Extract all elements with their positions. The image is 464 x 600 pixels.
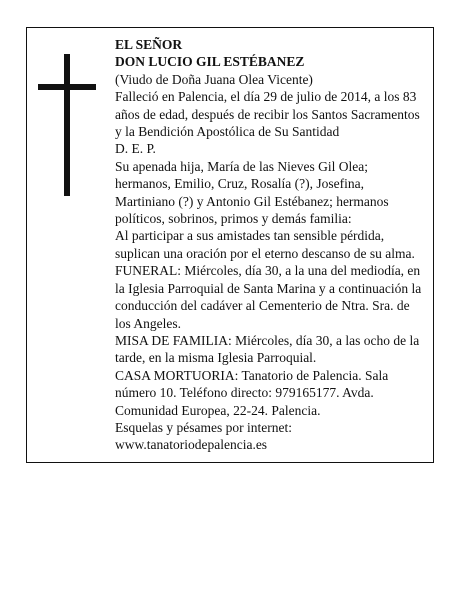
death-announcement: Falleció en Palencia, el día 29 de julio de 2014, a los 83 años de edad, después de recibir los Santos Sacramentos y la Bendición Apostólica de Su Santidad	[115, 89, 420, 140]
family-list: Su apenada hija, María de las Nieves Gil Olea; hermanos, Emilio, Cruz, Rosalía (?), Josefina, Martiniano (?) y Antonio Gil Estébanez; hermanos políticos, sobrinos, primos y demás familia:	[115, 158, 389, 227]
internet-condolences-label: Esquelas y pésames por internet:	[115, 419, 292, 435]
notice-text-block	[115, 36, 425, 454]
mortuary-details: CASA MORTUORIA: Tanatorio de Palencia. Sala número 10. Teléfono directo: 979165177. Avda. Comunidad Europea, 22-24. Palencia.	[115, 367, 389, 418]
latin-cross-icon	[64, 54, 70, 196]
dep-line: D. E. P.	[115, 141, 156, 157]
notice-heading: EL SEÑOR	[115, 37, 183, 52]
widower-note: (Viudo de Doña Juana Olea Vicente)	[115, 71, 313, 87]
deceased-name: DON LUCIO GIL ESTÉBANEZ	[115, 54, 305, 70]
latin-cross-icon-crossbar	[38, 84, 96, 90]
prayer-request: Al participar a sus amistades tan sensible pérdida, suplican una oración por el eterno descanso de su alma.	[115, 228, 415, 261]
website-link[interactable]: www.tanatoriodepalencia.es	[115, 437, 268, 453]
family-mass-details: MISA DE FAMILIA: Miércoles, día 30, a las ocho de la tarde, en la misma Iglesia Parroquial.	[115, 332, 420, 366]
funeral-details: FUNERAL: Miércoles, día 30, a la una del mediodía, en la Iglesia Parroquial de Santa Marina y a continuación la conducción del cadáver al Cementerio de Ntra. Sra. de los Angeles.	[115, 263, 422, 331]
